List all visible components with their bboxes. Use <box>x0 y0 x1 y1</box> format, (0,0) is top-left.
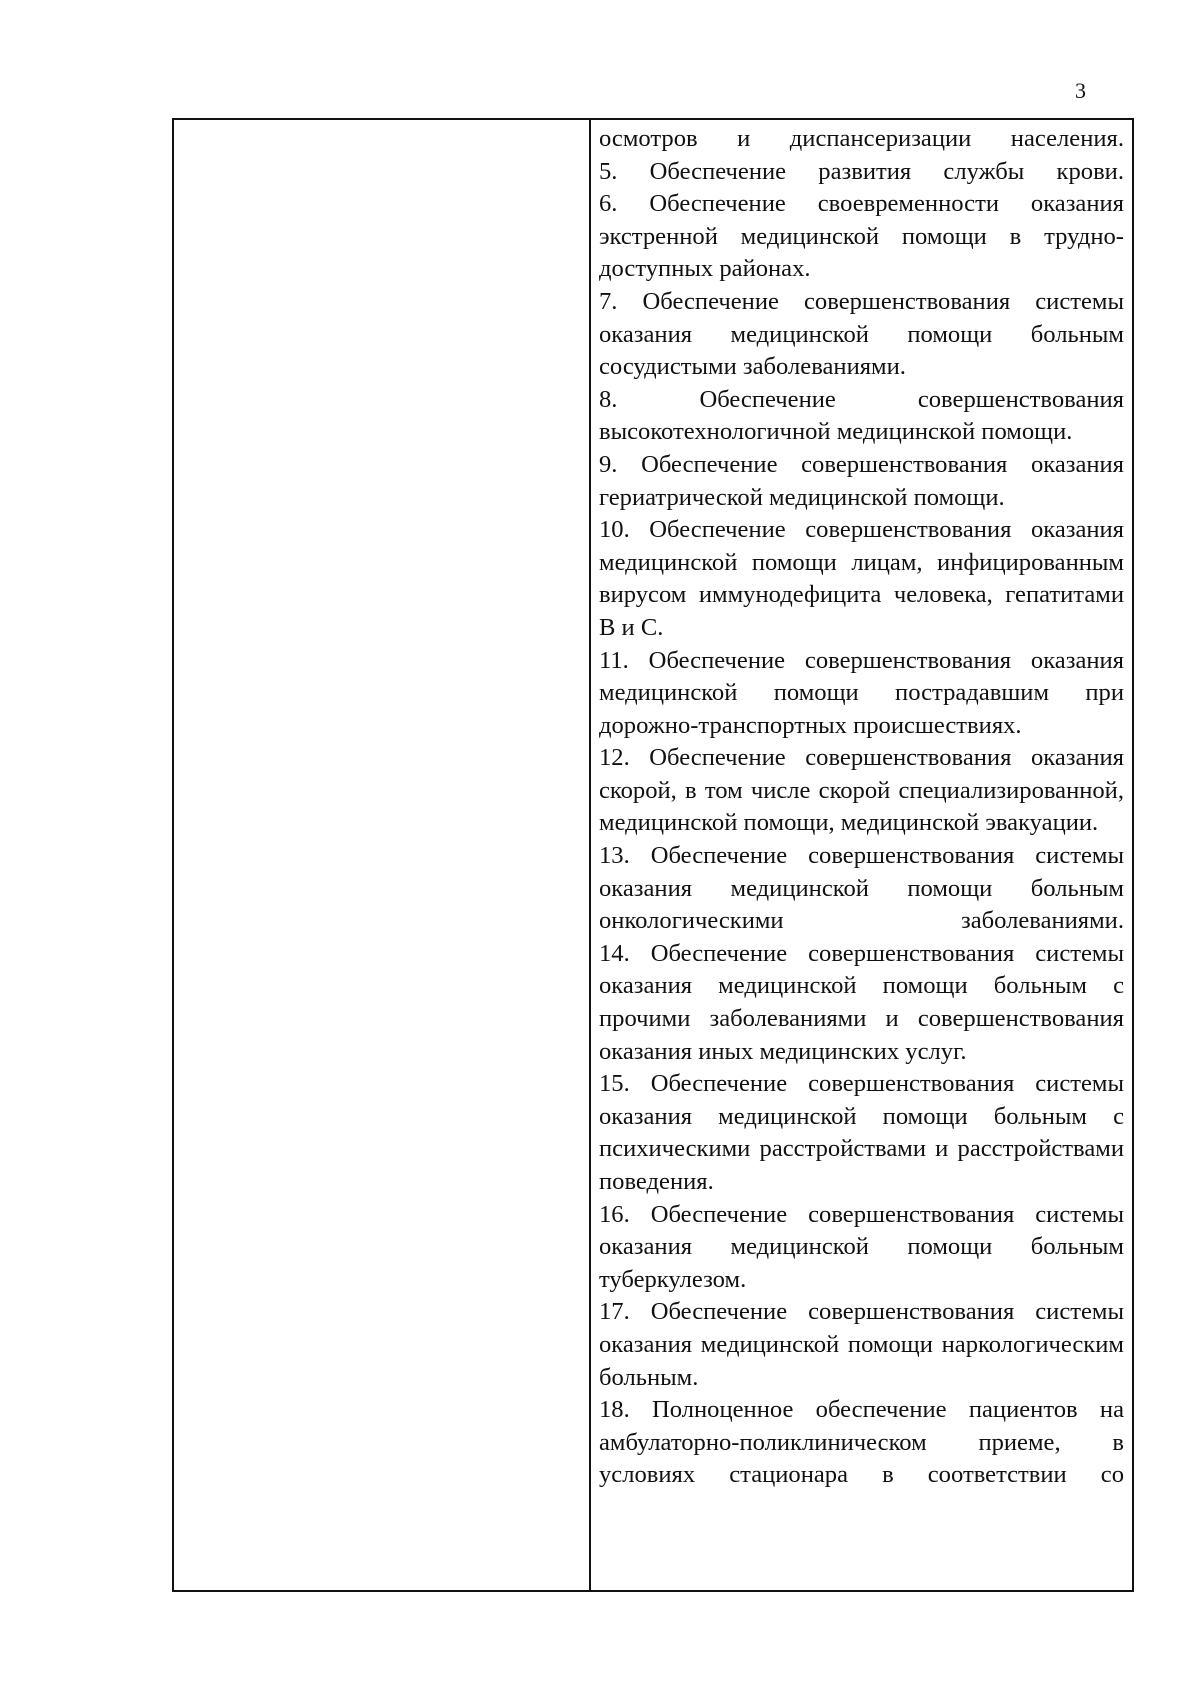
measure-item: 16. Обеспечение совершенствования системы оказания медицинской помощи больным туберкулезом. <box>599 1200 1124 1293</box>
empty-left-cell <box>174 120 591 1590</box>
measure-item: 18. Полноценное обеспечение пациентов на амбулаторно-поликлиническом приеме, в условиях стационара в соответствии со <box>599 1396 1124 1489</box>
measure-item: 17. Обеспечение совершенствования системы оказания медицинской помощи наркологическим больным. <box>599 1298 1124 1391</box>
page-number: 3 <box>1075 78 1086 103</box>
measure-item: 7. Обеспечение совершенствования системы оказания медицинской помощи больным сосудистыми заболеваниями. <box>599 287 1124 381</box>
measure-item: 13. Обеспечение совершенствования системы оказания медицинской помощи больным онкологическими заболеваниями. <box>599 842 1124 935</box>
measure-item: 15. Обеспечение совершенствования системы оказания медицинской помощи больным с психическими расстройствами и расстройствами поведения. <box>599 1070 1124 1195</box>
measure-item: осмотров и диспансеризации населения. <box>599 125 1124 152</box>
measures-cell <box>591 120 1132 1590</box>
measure-item: 12. Обеспечение совершенствования оказания скорой, в том числе скорой специализированной, медицинской помощи, медицинской эвакуации. <box>599 744 1124 837</box>
measure-item: 14. Обеспечение совершенствования системы оказания медицинской помощи больным с прочими заболеваниями и совершенствования оказания иных медицинских услуг. <box>599 939 1124 1065</box>
measure-item: 8. Обеспечение совершенствования высокотехнологичной медицинской помощи. <box>599 385 1124 446</box>
measure-item: 10. Обеспечение совершенствования оказания медицинской помощи лицам, инфицированным вирусом иммунодефицита человека, гепатитами В и С. <box>599 516 1124 641</box>
measure-item: 5. Обеспечение развития службы крови. <box>599 157 1124 185</box>
measure-item: 11. Обеспечение совершенствования оказания медицинской помощи пострадавшим при дорожно-транспортных происшествиях. <box>599 646 1124 739</box>
measure-item: 6. Обеспечение своевременности оказания экстренной медицинской помощи в трудно-доступных районах. <box>599 190 1124 283</box>
content-table <box>172 118 1134 1592</box>
measure-item: 9. Обеспечение совершенствования оказания гериатрической медицинской помощи. <box>599 450 1124 511</box>
